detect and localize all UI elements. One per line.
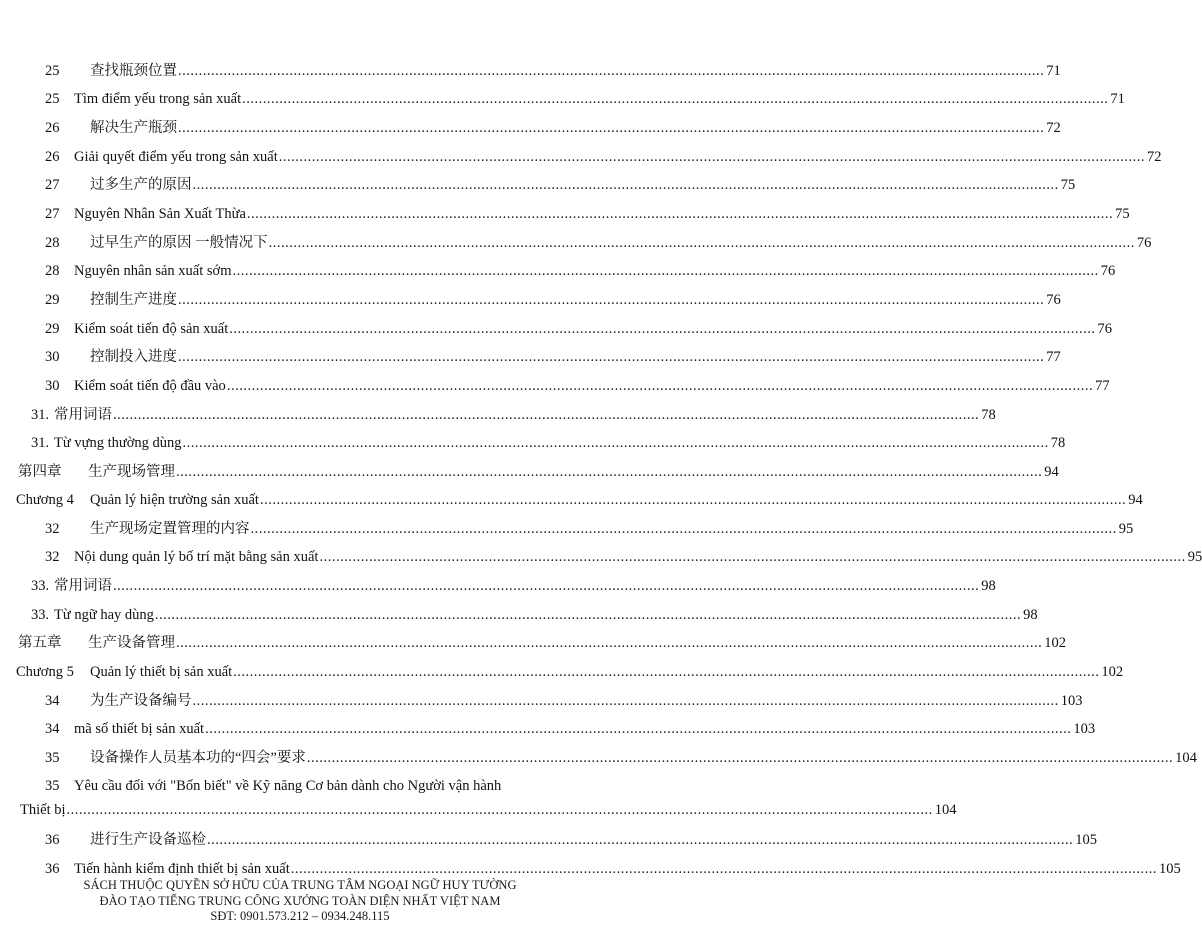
toc-entry-title: 解决生产瓶颈 — [90, 120, 177, 136]
toc-entry[interactable] — [0, 631, 1066, 655]
toc-entry-title: 生产现场定置管理的内容 — [90, 521, 250, 537]
toc-entry-line — [20, 798, 957, 822]
toc-entry-page-number: 104 — [1175, 750, 1197, 766]
toc-entry-page-number: 103 — [1060, 693, 1083, 709]
dot-leader: .................................................................................................................................................................................................................. — [259, 492, 1127, 508]
toc-entry-page-number: 71 — [1046, 63, 1061, 79]
toc-entry-page-number: 98 — [981, 578, 996, 594]
dot-leader: .................................................................................................................................................................................................................. — [113, 578, 980, 594]
dot-leader: .................................................................................................................................................................................................................. — [278, 149, 1146, 165]
toc-entry-title: Quản lý thiết bị sản xuất — [90, 664, 233, 680]
toc-entry-number: 35 — [45, 750, 60, 766]
toc-entry-page-number: 98 — [1023, 607, 1038, 623]
toc-entry-page-number: 76 — [1097, 321, 1112, 337]
dot-leader: .................................................................................................................................................................................................................. — [207, 832, 1074, 848]
footer-training-line: ĐÀO TẠO TIẾNG TRUNG CÔNG XƯỞNG TOÀN DIỆN NHẤT VIỆT NAM — [99, 893, 501, 908]
toc-entry-page-number: 102 — [1044, 635, 1066, 651]
toc-entry-title: Kiểm soát tiến độ đầu vào — [74, 378, 226, 394]
toc-entry-number: 33. — [31, 578, 50, 594]
dot-leader: .................................................................................................................................................................................................................. — [233, 664, 1100, 680]
toc-entry-number: 34 — [45, 721, 60, 737]
toc-entry-page-number: 75 — [1115, 206, 1130, 222]
toc-entry[interactable] — [0, 116, 1061, 140]
toc-entry-page-number: 78 — [1050, 435, 1066, 451]
toc-entry-number: 32 — [45, 521, 60, 537]
toc-entry-line — [74, 717, 1096, 741]
toc-entry[interactable] — [0, 403, 996, 427]
toc-entry-page-number: 76 — [1046, 292, 1061, 308]
toc-entry-line — [74, 259, 1116, 283]
toc-entry-number: 27 — [45, 177, 60, 193]
toc-entry[interactable] — [0, 87, 1125, 111]
dot-leader: .................................................................................................................................................................................................................. — [246, 206, 1114, 222]
toc-entry-number: 34 — [45, 693, 60, 709]
toc-entry-page-number: 102 — [1101, 664, 1124, 680]
toc-entry-page-number: 105 — [1075, 832, 1097, 848]
toc-entry-title: 控制投入进度 — [90, 349, 177, 365]
toc-entry-line — [90, 345, 1061, 369]
toc-entry-line — [90, 288, 1061, 312]
toc-entry-page-number: 77 — [1095, 378, 1110, 394]
dot-leader: .................................................................................................................................................................................................................. — [229, 321, 1096, 337]
toc-entry-line — [74, 87, 1125, 111]
dot-leader: .................................................................................................................................................................................................................. — [66, 802, 933, 818]
toc-entry[interactable] — [0, 746, 1197, 770]
dot-leader: .................................................................................................................................................................................................................. — [154, 607, 1022, 623]
toc-entry-line — [74, 317, 1112, 341]
toc-entry-title: 常用词语 — [54, 407, 112, 423]
dot-leader: .................................................................................................................................................................................................................. — [242, 91, 1109, 107]
toc-entry-title: Từ vựng thường dùng — [54, 435, 182, 451]
dot-leader: .................................................................................................................................................................................................................. — [268, 235, 1135, 251]
toc-entry[interactable] — [0, 828, 1097, 852]
dot-leader: .................................................................................................................................................................................................................. — [178, 292, 1045, 308]
toc-entry-line — [54, 603, 1038, 627]
toc-entry-number: 36 — [45, 832, 60, 848]
dot-leader: .................................................................................................................................................................................................................. — [306, 750, 1174, 766]
toc-entry-page-number: 103 — [1073, 721, 1096, 737]
toc-entry-title-continued: Thiết bị — [20, 802, 66, 818]
toc-entry-line — [74, 202, 1130, 226]
toc-entry-page-number: 94 — [1128, 492, 1143, 508]
toc-entry-page-number: 95 — [1118, 521, 1134, 537]
toc-entry[interactable] — [0, 774, 957, 822]
toc-entry[interactable] — [0, 431, 1066, 455]
dot-leader: .................................................................................................................................................................................................................. — [250, 521, 1117, 537]
toc-entry-number: 29 — [45, 321, 60, 337]
toc-entry-title: 进行生产设备巡检 — [90, 832, 206, 848]
toc-entry[interactable] — [0, 574, 996, 598]
dot-leader: .................................................................................................................................................................................................................. — [290, 861, 1157, 877]
toc-entry-line — [90, 828, 1097, 852]
toc-entry[interactable] — [0, 59, 1061, 83]
toc-entry[interactable] — [0, 317, 1112, 341]
toc-entry-number: 第五章 — [18, 635, 62, 651]
toc-entry-line — [74, 374, 1110, 398]
toc-entry-number: 31. — [31, 407, 50, 423]
toc-entry[interactable] — [0, 603, 1038, 627]
dot-leader: .................................................................................................................................................................................................................. — [319, 549, 1186, 565]
toc-entry-line — [74, 545, 1202, 569]
toc-entry-page-number: 76 — [1100, 263, 1116, 279]
toc-entry-line — [54, 431, 1066, 455]
toc-entry-page-number: 94 — [1044, 464, 1059, 480]
toc-entry-title: Từ ngữ hay dùng — [54, 607, 154, 623]
footer-phone-line: SĐT: 0901.573.212 – 0934.248.115 — [210, 909, 390, 923]
toc-entry[interactable] — [0, 660, 1124, 684]
toc-entry-number: 26 — [45, 149, 60, 165]
toc-entry-page-number: 72 — [1147, 149, 1162, 165]
toc-entry-title: 生产设备管理 — [88, 635, 175, 651]
toc-entry-page-number: 75 — [1060, 177, 1076, 193]
toc-entry[interactable] — [0, 145, 1162, 169]
toc-entry-line — [90, 116, 1061, 140]
toc-entry-title: Tìm điểm yếu trong sản xuất — [74, 91, 242, 107]
toc-entry[interactable] — [0, 488, 1143, 512]
toc-entry-line — [74, 145, 1162, 169]
toc-entry[interactable] — [0, 345, 1061, 369]
toc-entry-title: Giải quyết điểm yếu trong sản xuất — [74, 149, 278, 165]
dot-leader: .................................................................................................................................................................................................................. — [178, 120, 1045, 136]
toc-entry-number: 32 — [45, 549, 60, 565]
toc-entry-title: Tiến hành kiểm định thiết bị sản xuất — [74, 861, 290, 877]
toc-entry-title: 常用词语 — [54, 578, 112, 594]
toc-entry-line — [54, 574, 996, 598]
toc-entry[interactable] — [0, 173, 1076, 197]
toc-entry[interactable] — [0, 689, 1083, 713]
toc-entry-title: 查找瓶颈位置 — [90, 63, 177, 79]
page-footer — [0, 878, 600, 925]
toc-entry-page-number: 77 — [1046, 349, 1061, 365]
toc-entry[interactable] — [0, 374, 1110, 398]
toc-entry-title: Yêu cầu đối với "Bốn biết" về Kỹ năng Cơ bản dành cho Người vận hành — [74, 778, 502, 794]
toc-entry-title: 控制生产进度 — [90, 292, 177, 308]
toc-entry-number: 第四章 — [18, 464, 62, 480]
toc-entry-title: 生产现场管理 — [88, 464, 175, 480]
dot-leader: .................................................................................................................................................................................................................. — [205, 721, 1072, 737]
toc-entry-line — [90, 231, 1152, 255]
toc-entry-page-number: 78 — [981, 407, 996, 423]
dot-leader: .................................................................................................................................................................................................................. — [192, 693, 1059, 709]
toc-entry-title: 过早生产的原因 一般情况下 — [90, 235, 268, 251]
dot-leader: .................................................................................................................................................................................................................. — [192, 177, 1059, 193]
dot-leader: .................................................................................................................................................................................................................. — [176, 464, 1043, 480]
toc-entry[interactable] — [0, 517, 1134, 541]
toc-entry-line — [54, 403, 996, 427]
toc-entry-line — [90, 689, 1083, 713]
toc-entry-number: 30 — [45, 378, 60, 394]
toc-entry-number: 25 — [45, 63, 60, 79]
toc-entry-title: Nguyên Nhân Sản Xuất Thừa — [74, 206, 246, 222]
toc-entry-number: 35 — [45, 778, 60, 794]
toc-entry[interactable] — [0, 545, 1202, 569]
toc-entry-line — [88, 460, 1059, 484]
toc-entry-number: 30 — [45, 349, 60, 365]
toc-entry-number: 25 — [45, 91, 60, 107]
toc-entry-title: 设备操作人员基本功的“四会”要求 — [90, 750, 306, 766]
dot-leader: .................................................................................................................................................................................................................. — [232, 263, 1099, 279]
toc-entry-page-number: 105 — [1159, 861, 1181, 877]
toc-entry-title: Nguyên nhân sản xuất sớm — [74, 263, 232, 279]
dot-leader: .................................................................................................................................................................................................................. — [178, 63, 1045, 79]
toc-entry-title: Nội dung quản lý bố trí mặt bằng sản xuất — [74, 549, 319, 565]
toc-entry-page-number: 71 — [1110, 91, 1125, 107]
toc-entry-page-number: 95 — [1187, 549, 1202, 565]
toc-entry-number: 29 — [45, 292, 60, 308]
toc-entry-page-number: 104 — [934, 802, 957, 818]
toc-entry-number: 28 — [45, 235, 60, 251]
toc-entry[interactable] — [0, 259, 1116, 283]
toc-entry-number: 26 — [45, 120, 60, 136]
toc-entry-line — [90, 59, 1061, 83]
toc-entry-title: Quản lý hiện trường sản xuất — [90, 492, 259, 508]
toc-entry-title: Kiểm soát tiến độ sản xuất — [74, 321, 229, 337]
toc-entry-number: 31. — [31, 435, 50, 451]
toc-entry-number: 36 — [45, 861, 60, 877]
toc-entry-line — [90, 746, 1197, 770]
toc-entry-number: 33. — [31, 607, 50, 623]
toc-entry-title: 为生产设备编号 — [90, 693, 192, 709]
toc-entry[interactable] — [0, 231, 1152, 255]
toc-entry[interactable] — [0, 288, 1061, 312]
toc-entry-number: 27 — [45, 206, 60, 222]
toc-entry-page-number: 76 — [1136, 235, 1152, 251]
footer-ownership-line: SÁCH THUỘC QUYỀN SỞ HỮU CỦA TRUNG TÂM NGOẠI NGỮ HUY TƯỜNG — [83, 878, 517, 892]
toc-entry-line — [90, 488, 1143, 512]
dot-leader: .................................................................................................................................................................................................................. — [178, 349, 1045, 365]
dot-leader: .................................................................................................................................................................................................................. — [113, 407, 980, 423]
toc-entry-title: mã số thiết bị sản xuất — [74, 721, 205, 737]
dot-leader: .................................................................................................................................................................................................................. — [176, 635, 1043, 651]
toc-entry-line — [90, 173, 1076, 197]
dot-leader: .................................................................................................................................................................................................................. — [226, 378, 1094, 394]
toc-entry[interactable] — [0, 202, 1130, 226]
toc-entry[interactable] — [0, 717, 1096, 741]
toc-entry-number: 28 — [45, 263, 60, 279]
toc-entry-line — [88, 631, 1066, 655]
toc-entry-line — [90, 517, 1134, 541]
toc-entry-line — [90, 660, 1124, 684]
toc-entry-number: Chương 5 — [16, 664, 74, 680]
dot-leader: .................................................................................................................................................................................................................. — [182, 435, 1049, 451]
toc-entry-page-number: 72 — [1046, 120, 1061, 136]
toc-entry[interactable] — [0, 460, 1059, 484]
toc-entry-number: Chương 4 — [16, 492, 74, 508]
toc-entry-title: 过多生产的原因 — [90, 177, 192, 193]
